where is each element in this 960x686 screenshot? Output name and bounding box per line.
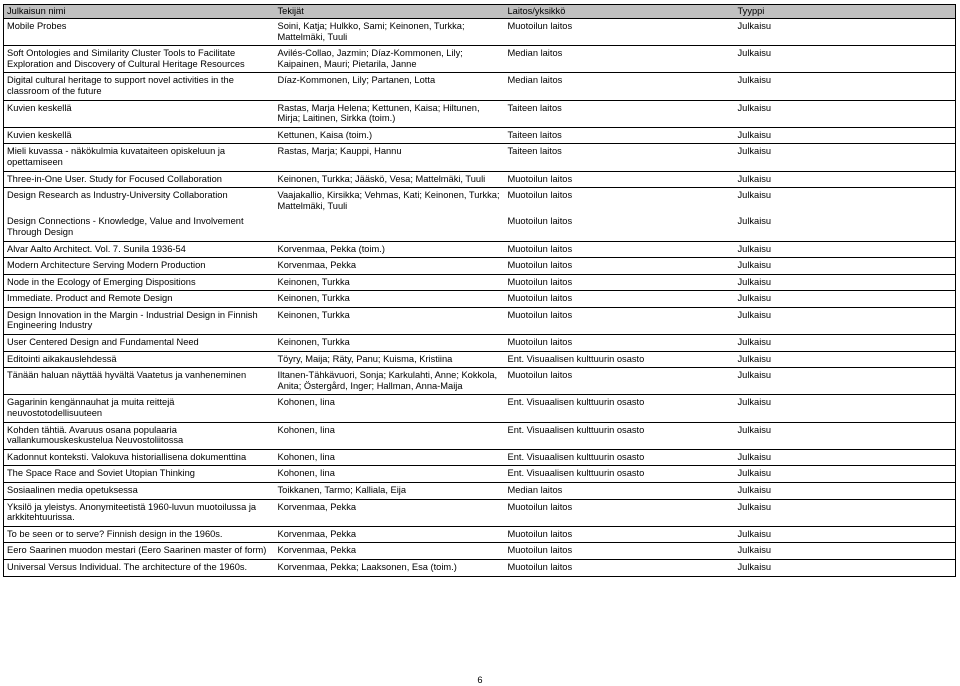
publication-title: Mobile Probes — [7, 21, 67, 31]
publication-type: Julkaisu — [737, 21, 772, 31]
publication-authors — [275, 214, 505, 241]
table-row — [4, 483, 956, 500]
publication-authors: Keinonen, Turkka — [277, 276, 350, 287]
publication-authors: Korvenmaa, Pekka — [277, 528, 357, 539]
table-row — [4, 274, 956, 291]
publication-title: To be seen or to serve? Finnish design in the 1960s. — [7, 528, 223, 539]
publication-unit: Ent. Visuaalisen kulttuurin osasto — [507, 397, 645, 408]
publication-type: Julkaisu — [737, 501, 772, 512]
publication-unit: Taiteen laitos — [507, 102, 562, 113]
publication-title: The Space Race and Soviet Utopian Thinking — [7, 468, 195, 479]
publication-unit: Muotoilun laitos — [507, 337, 573, 348]
publication-title: Design Innovation in the Margin - Industrial Design in Finnish Engineering Industry — [7, 309, 258, 331]
table-row — [4, 188, 956, 215]
publication-type: Julkaisu — [737, 48, 772, 59]
publication-type: Julkaisu — [737, 545, 772, 556]
publication-type: Julkaisu — [737, 173, 772, 184]
publication-title: User Centered Design and Fundamental Need — [7, 337, 199, 348]
publication-unit: Muotoilun laitos — [507, 21, 573, 31]
publication-authors: Kettunen, Kaisa (toim.) — [277, 129, 373, 140]
publications-table — [3, 4, 956, 577]
header-title: Julkaisun nimi — [4, 5, 275, 19]
publication-type: Julkaisu — [737, 485, 772, 495]
publication-type: Julkaisu — [737, 561, 772, 572]
table-row — [4, 466, 956, 483]
publication-authors: Keinonen, Turkka; Jääskö, Vesa; Mattelmäki, Tuuli — [277, 173, 486, 184]
publication-type: Julkaisu — [737, 293, 772, 304]
table-row — [4, 335, 956, 352]
publication-authors: Keinonen, Turkka — [277, 337, 350, 348]
publication-unit: Muotoilun laitos — [507, 528, 573, 539]
publication-unit: Muotoilun laitos — [507, 293, 573, 304]
page-number: 6 — [477, 675, 483, 685]
publication-authors: Korvenmaa, Pekka — [277, 545, 357, 556]
table-row — [4, 368, 956, 395]
publication-authors: Kohonen, Iina — [277, 468, 335, 479]
table-row — [4, 100, 956, 127]
publication-unit: Muotoilun laitos — [507, 370, 573, 381]
publication-type: Julkaisu — [737, 309, 772, 320]
publication-unit: Muotoilun laitos — [507, 190, 573, 201]
publication-unit: Muotoilun laitos — [507, 501, 573, 512]
publication-authors: Díaz-Kommonen, Lily; Partanen, Lotta — [277, 75, 436, 86]
publication-authors: Korvenmaa, Pekka — [277, 501, 357, 512]
publication-type: Julkaisu — [737, 129, 772, 140]
publication-authors: Kohonen, Iina — [277, 424, 335, 435]
publication-authors: Iltanen-Tähkävuori, Sonja; Karkulahti, Anne; Kokkola, Anita; Östergård, Inger; Hallman, Anna-Maija — [277, 370, 498, 391]
publication-title: Universal Versus Individual. The architecture of the 1960s. — [7, 561, 248, 572]
table-row — [4, 307, 956, 334]
publication-type: Julkaisu — [737, 528, 772, 539]
publication-title: Three-in-One User. Study for Focused Collaboration — [7, 173, 222, 184]
publication-authors: Töyry, Maija; Räty, Panu; Kuisma, Kristiina — [277, 353, 453, 364]
publication-type: Julkaisu — [737, 397, 772, 408]
publication-unit: Muotoilun laitos — [507, 216, 573, 227]
publication-title: Kuvien keskellä — [7, 102, 72, 113]
publication-title: Alvar Aalto Architect. Vol. 7. Sunila 1936-54 — [7, 243, 186, 254]
header-authors: Tekijät — [275, 5, 505, 19]
table-header-row — [4, 5, 956, 19]
publication-unit: Median laitos — [507, 75, 563, 86]
table-row — [4, 395, 956, 422]
publication-title: Node in the Ecology of Emerging Dispositions — [7, 276, 196, 287]
table-row — [4, 73, 956, 100]
table-row — [4, 144, 956, 171]
publication-type: Julkaisu — [737, 243, 772, 254]
publication-authors: Keinonen, Turkka — [277, 293, 350, 304]
table-row — [4, 499, 956, 526]
publication-unit: Taiteen laitos — [507, 129, 562, 140]
publication-type: Julkaisu — [737, 353, 772, 364]
publication-unit: Muotoilun laitos — [507, 561, 573, 572]
table-row — [4, 46, 956, 73]
publication-title: Design Research as Industry-University Collaboration — [7, 190, 228, 201]
table-row — [4, 449, 956, 466]
publication-title: Modern Architecture Serving Modern Production — [7, 260, 206, 271]
publication-title: Digital cultural heritage to support novel activities in the classroom of the future — [7, 75, 234, 96]
publication-type: Julkaisu — [737, 260, 772, 271]
publication-authors: Soini, Katja; Hulkko, Sami; Keinonen, Turkka; Mattelmäki, Tuuli — [277, 21, 465, 42]
publication-authors: Korvenmaa, Pekka — [277, 260, 357, 271]
publication-unit: Muotoilun laitos — [507, 260, 573, 271]
publication-title: Sosiaalinen media opetuksessa — [7, 485, 138, 495]
publication-authors: Rastas, Marja Helena; Kettunen, Kaisa; Hiltunen, Mirja; Laitinen, Sirkka (toim.) — [277, 102, 480, 124]
header-type: Tyyppi — [735, 5, 956, 19]
publication-type: Julkaisu — [737, 337, 772, 348]
table-row — [4, 559, 956, 576]
publication-unit: Ent. Visuaalisen kulttuurin osasto — [507, 424, 645, 435]
publication-type: Julkaisu — [737, 468, 772, 479]
table-row — [4, 214, 956, 241]
table-row — [4, 351, 956, 368]
publication-title: Soft Ontologies and Similarity Cluster Tools to Facilitate Exploration and Discovery of Cultural Heritage Resources — [7, 48, 245, 69]
publication-authors: Avilés-Collao, Jazmin; Díaz-Kommonen, Lily; Kaipainen, Mauri; Pietarila, Janne — [277, 48, 463, 69]
publication-title: Immediate. Product and Remote Design — [7, 293, 173, 304]
publication-authors: Keinonen, Turkka — [277, 309, 350, 320]
publication-authors: Rastas, Marja; Kauppi, Hannu — [277, 146, 402, 157]
publication-unit: Taiteen laitos — [507, 146, 562, 157]
publication-authors: Vaajakallio, Kirsikka; Vehmas, Kati; Keinonen, Turkka; Mattelmäki, Tuuli — [277, 190, 500, 211]
table-row — [4, 543, 956, 560]
publication-unit: Muotoilun laitos — [507, 243, 573, 254]
publication-title: Design Connections - Knowledge, Value and Involvement Through Design — [7, 216, 244, 237]
publication-title: Kuvien keskellä — [7, 129, 72, 140]
header-unit: Laitos/yksikkö — [505, 5, 735, 19]
publication-authors: Korvenmaa, Pekka (toim.) — [277, 243, 385, 254]
table-row — [4, 526, 956, 543]
publication-unit: Muotoilun laitos — [507, 276, 573, 287]
publication-type: Julkaisu — [737, 75, 772, 86]
publication-authors: Korvenmaa, Pekka; Laaksonen, Esa (toim.) — [277, 561, 457, 572]
publication-unit: Muotoilun laitos — [507, 545, 573, 556]
publication-title: Mieli kuvassa - näkökulmia kuvataiteen opiskeluun ja opettamiseen — [7, 146, 226, 167]
publication-title: Gagarinin kengännauhat ja muita reittejä neuvostotodellisuuteen — [7, 397, 175, 419]
publication-unit: Ent. Visuaalisen kulttuurin osasto — [507, 468, 645, 479]
table-row — [4, 291, 956, 308]
publication-type: Julkaisu — [737, 190, 772, 201]
publication-authors: Kohonen, Iina — [277, 397, 335, 408]
publication-title: Kohden tähtiä. Avaruus osana populaaria vallankumouskeskustelua Neuvostoliitossa — [7, 424, 184, 446]
table-row — [4, 171, 956, 188]
publication-type: Julkaisu — [737, 451, 772, 462]
publication-type: Julkaisu — [737, 424, 772, 435]
publication-type: Julkaisu — [737, 146, 772, 157]
publication-unit: Median laitos — [507, 485, 563, 495]
publication-unit: Muotoilun laitos — [507, 173, 573, 184]
publication-unit: Muotoilun laitos — [507, 309, 573, 320]
publication-type: Julkaisu — [737, 102, 772, 113]
table-row — [4, 258, 956, 275]
publication-type: Julkaisu — [737, 370, 772, 381]
publication-title: Yksilö ja yleistys. Anonymiteetistä 1960-luvun muotoilussa ja arkkitehtuurissa. — [7, 501, 257, 523]
publication-unit: Ent. Visuaalisen kulttuurin osasto — [507, 451, 645, 462]
publication-unit: Median laitos — [507, 48, 563, 59]
table-row — [4, 19, 956, 46]
table-row — [4, 127, 956, 144]
publication-authors: Toikkanen, Tarmo; Kalliala, Eija — [277, 485, 406, 495]
publication-title: Kadonnut konteksti. Valokuva historiallisena dokumenttina — [7, 451, 247, 462]
table-row — [4, 241, 956, 258]
publication-type: Julkaisu — [737, 216, 772, 227]
publication-title: Editointi aikakauslehdessä — [7, 353, 117, 364]
publication-type: Julkaisu — [737, 276, 772, 287]
publication-unit: Ent. Visuaalisen kulttuurin osasto — [507, 353, 645, 364]
table-row — [4, 422, 956, 449]
publication-title: Eero Saarinen muodon mestari (Eero Saarinen master of form) — [7, 545, 267, 556]
publication-authors: Kohonen, Iina — [277, 451, 335, 462]
publication-title: Tänään haluan näyttää hyvältä Vaatetus ja vanheneminen — [7, 370, 247, 381]
